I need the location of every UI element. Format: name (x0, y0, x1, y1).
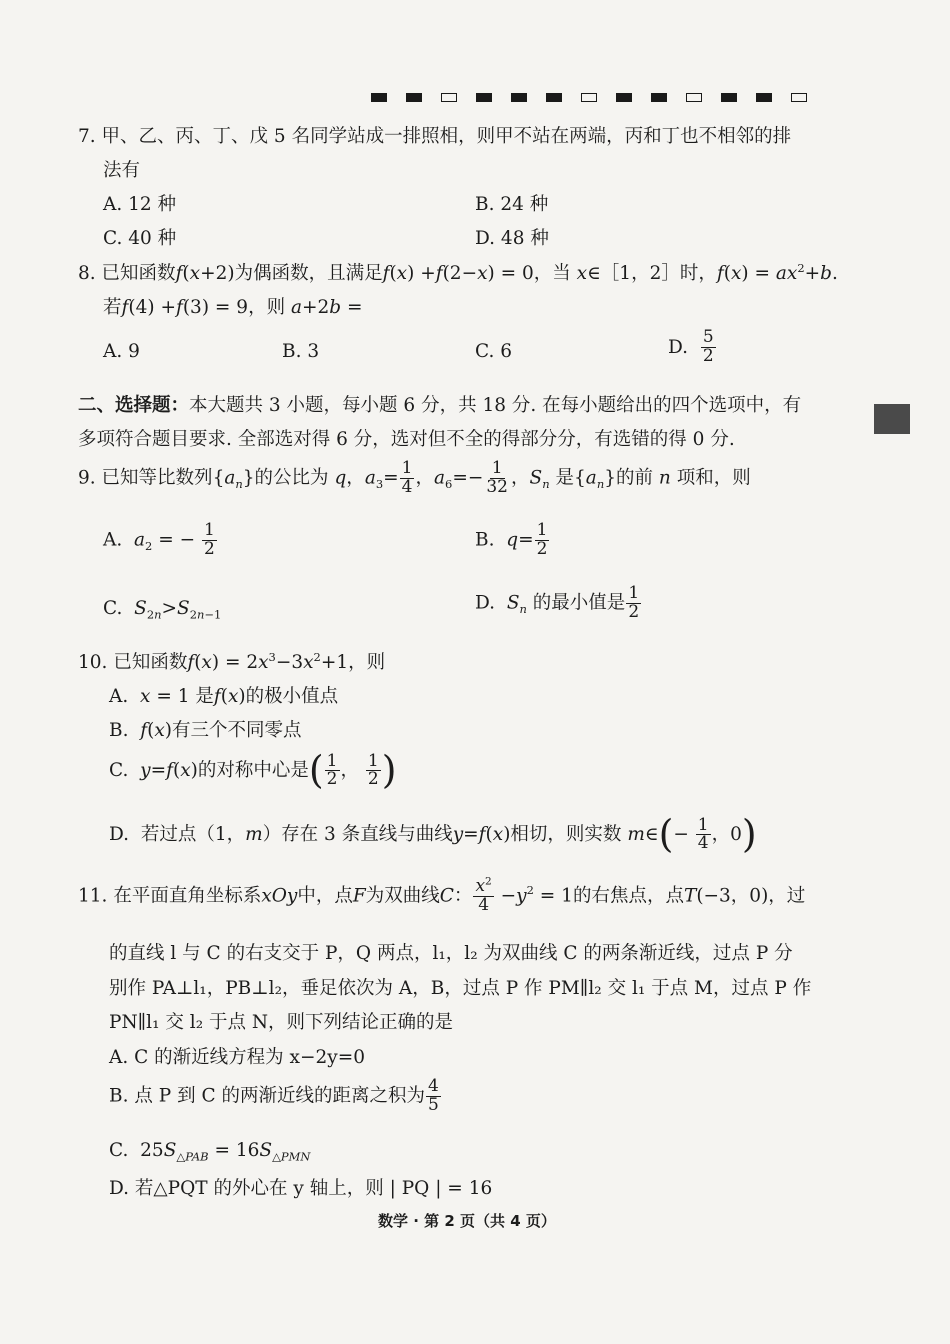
q8-option-a: A. 9 (103, 341, 140, 362)
header-mark-filled (511, 93, 527, 102)
q11-stem-line3: 别作 PA⊥l₁，PB⊥l₂，垂足依次为 A，B，过点 P 作 PM∥l₂ 交 l₁ 于点 M，过点 P 作 (109, 978, 812, 999)
q8-option-d: D. $\frac{5}{2}$ (668, 327, 714, 366)
q8-stem-line1: 8. 已知函数f(x+2)为偶函数，且满足f(x) +f(2−x) = 0，当 x∈［1，2］时，$f(x) = ax^2+b$. (78, 260, 838, 284)
q8-option-b: B. 3 (282, 341, 320, 362)
header-mark-filled (371, 93, 387, 102)
q10-option-d: D. 若过点（1，m）存在 3 条直线与曲线y=f(x)相切，则实数 m∈(− $\frac{1}{4}$ ，0) (109, 812, 757, 856)
header-mark-empty (581, 93, 597, 102)
q8-stem-line2: 若f(4) +f(3) = 9，则 a+2b = (103, 297, 363, 318)
q8-option-c: C. 6 (475, 341, 513, 362)
q11-stem-line4: PN∥l₁ 交 l₂ 于点 N，则下列结论正确的是 (109, 1012, 454, 1033)
page-footer: 数学 · 第 2 页（共 4 页） (378, 1212, 556, 1230)
q9-stem: 9. 已知等比数列$\{a_n\}$的公比为 q，$a_3=$ $\frac{1}{4}$ ，$a_6=-$ $\frac{1}{32}$ ，$S_n$ 是$\{a_n\}$的前 n 项和，则 (78, 458, 751, 497)
header-mark-empty (686, 93, 702, 102)
q10-option-c: C. y=f(x)的对称中心是( $\frac{1}{2}$ ， $\frac{1}{2}$ ) (109, 748, 397, 792)
header-mark-filled (756, 93, 772, 102)
q9-option-a: A. $a_2$ = − $\frac{1}{2}$ (103, 520, 215, 559)
q7-option-c: C. 40 种 (103, 228, 177, 249)
q11-option-c: C. $25S_{\triangle PAB} = 16S_{\triangle PMN}$ (109, 1140, 311, 1164)
header-mark-filled (651, 93, 667, 102)
q7-option-d: D. 48 种 (475, 228, 549, 249)
side-tab-marker (874, 404, 910, 434)
q7-option-b: B. 24 种 (475, 194, 549, 215)
q9-option-c: C. $S_{2n}>S_{2n-1}$ (103, 598, 222, 622)
q10-option-b: B. f(x)有三个不同零点 (109, 720, 302, 741)
header-mark-filled (546, 93, 562, 102)
q10-stem: 10. 已知函数$f(x) = 2x^3-3x^2+1$，则 (78, 649, 386, 673)
header-mark-filled (616, 93, 632, 102)
header-marks (371, 93, 826, 102)
header-mark-filled (406, 93, 422, 102)
q11-option-b: B. 点 P 到 C 的两渐近线的距离之积为 $\frac{4}{5}$ (109, 1076, 439, 1115)
q10-option-a: A. x = 1 是f(x)的极小值点 (109, 686, 339, 707)
section2-line1: 二、选择题：本大题共 3 小题，每小题 6 分，共 18 分. 在每小题给出的四个选项中，有 (78, 395, 802, 416)
header-mark-empty (441, 93, 457, 102)
q11-option-a: A. C 的渐近线方程为 x−2y=0 (109, 1047, 365, 1068)
q7-stem-line2: 法有 (103, 160, 141, 181)
section2-line2: 多项符合题目要求. 全部选对得 6 分，选对但不全的得部分分，有选错的得 0 分. (78, 429, 735, 450)
q9-option-d: D. $S_n$ 的最小值是 $\frac{1}{2}$ (475, 583, 640, 622)
header-mark-filled (476, 93, 492, 102)
q7-option-a: A. 12 种 (103, 194, 177, 215)
q9-option-b: B. q= $\frac{1}{2}$ (475, 520, 548, 559)
q11-stem-line1: 11. 在平面直角坐标系xOy中，点F为双曲线C： $\frac{x^2}{4}$ $-y^2 = 1$的右焦点，点T(−3，0)，过 (78, 875, 806, 915)
header-mark-filled (721, 93, 737, 102)
q11-option-d: D. 若△PQT 的外心在 y 轴上，则 | PQ | = 16 (109, 1178, 493, 1199)
q7-stem-line1: 7. 甲、乙、丙、丁、戊 5 名同学站成一排照相，则甲不站在两端，丙和丁也不相邻的排 (78, 126, 792, 147)
q11-stem-line2: 的直线 l 与 C 的右支交于 P，Q 两点，l₁，l₂ 为双曲线 C 的两条渐近线，过点 P 分 (109, 943, 793, 964)
header-mark-empty (791, 93, 807, 102)
